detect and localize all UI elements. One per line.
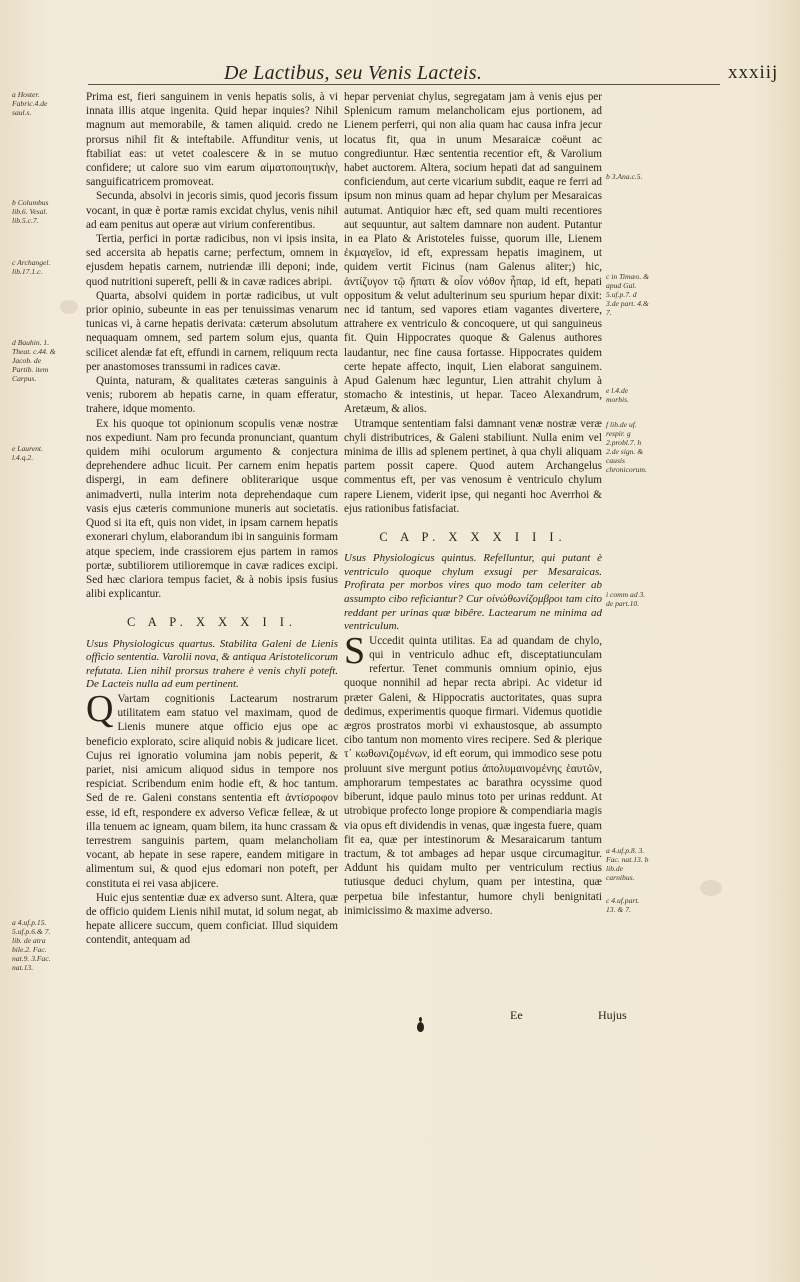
margin-note: a 4.uf.p.8. 3. Fac. nat.13. b lib.de carnibus. <box>606 846 649 882</box>
paragraph: hepar perveniat chylus, segregatam jam à venis ejus per Splenicum ramum melancholicam ejus portionem, ad Lienem perferri, qui non alia quam hac causa infra jecur locatus fit, qua in unum Mesaraicæ coëunt ac congrediuntur. Hæc sententia recentior eft, & Varolium habet auctorem. Altera, socium hepati dat ad sanguinem conficiendum, aut certe vicarium subdit, eaque re ferri ad ipsum non minus quam ad hepar chylum per Mesaraicas autumat. Antiquior hæc eft, sed quam multi recentiores aut sequuntur, aut saltem damnare non audent. Putantur in ea Plato & Aristoteles fuisse, quorum ille, Lienem ἐκμαγεῖον, id eft, expressam hepatis imaginem, ut quidem vertit Ficinus (nam Galenus aliter;) hic, ἀντίζυγον τῷ ἥπατι & οἷον νόθον ἧπαρ, id eft, hepati oppositum & velut adulterinum seu spurium hepar dixit: nec id tantum, sed vapores etiam vagantes divertere, attrahere ex ventriculo & concoquere, ut qui sanguineus fit. Quin Hippocrates quoque & Galenus authores laudantur, nec fine causa fortasse. Hippocrates quidem certe hepate affecto, inquit, Lien elaborat sanguinem. Apud Galenum hæc leguntur, Lien attrahit chylum à stomacho & intestinis, ut hepar. Taceo Alexandrum, Aretæum, & alios. <box>344 91 602 416</box>
chapter-heading: C A P. X X X I I I. <box>379 530 567 545</box>
margin-note: b Columbus lib.6. Vesal. lib.5.c.7. <box>12 198 49 225</box>
running-title: De Lactibus, seu Venis Lacteis. <box>224 62 483 84</box>
paragraph: Prima est, fieri sanguinem in venis hepatis solis, à vi innata illis atque ingenita. Quid hepar inquies? Nihil magnum aut memorabile, & tamen aliquid. credo ne prorsus nihil fit & inteftabile. Affunditur venis, ut ftabiliat eas: ut vetet coalescere & in se mutuo confidere; ut calore suo vim earum αἱματοποιητικὴν, sanguificatricem promoveat. <box>86 91 338 189</box>
margin-note: d Bauhin. 1. Theat. c.44. & Jacob. de Partib. item Carpus. <box>12 338 56 383</box>
paragraph: Huic ejus sententiæ duæ ex adverso sunt. Altera, quæ de officio quidem Lienis nihil mutat, id solum negat, ab hepate allicere succum, quem conficiat. Illud siquidem contendit, antequam ad <box>86 891 338 947</box>
margin-note: a Hoster. Fabric.4.de saul.s. <box>12 90 48 117</box>
margin-note: c Archangel. lib.17.1.c. <box>12 258 51 276</box>
left-column <box>86 90 338 948</box>
paragraph: Utramque sententiam falsi damnant venæ nostræ veræ chyli distributrices, & Galeni stabiliunt. Nulla enim vel minima de illis ad splenem pertinet, à qua chyli aliquam partem possit capere. Quod autem Archangelus commentus eft, per vas venosum è ventriculo chylum rapere Lienem, viderit ipse, qui neganti hoc Averrhoi & ejus rationibus fatisfaciat. <box>344 417 602 515</box>
margin-note: i comm ad 3. de part.10. <box>606 590 646 608</box>
drop-cap: S <box>344 629 366 672</box>
paragraph: Vartam cognitionis Lactearum nostrarum utilitatem eam statuo vel maximam, quod de Lienis munere atque officio ejus ope ac beneficio explorato, scire aliquid nobis & judicare licet. Cujus rei ignoratio volumina jam nobis peperit, & pariet, nisi amicum aliquod sidus in tempore nos respiciat. Scribendum enim hodie eft, & hoc tantum. Sed de re. Galeni constans sententia eft ἀντίσροφον esse, id eft, respondere ex adverso Veficæ felleæ, & ut illa tenuem ac igneam, quam bilem, ita hunc crassam & terrestrem sanguinis partem, quam melancholiam vocant, ab hepate in sese rapere, eandem mitigare in alimentum sui, & quod ejus edomari non poteft, per constituta ei rei vasa abjicere. <box>86 692 338 890</box>
chapter-summary: Usus Physiologicus quartus. Stabilita Galeni de Lienis officio sententia. Varolii nova, & antiqua Aristotelicorum refutata. Lien nihil prorsus trahere è venis chyli poteft. De Lacteis nulla ad eum pertinent. <box>86 637 338 691</box>
paragraph: Quinta, naturam, & qualitates cæteras sanguinis à venis; ruborem ab hepatis carne, in quam efferatur, trahere, idque momento. <box>86 375 338 416</box>
margin-note: c 4.uf.part. 13. & 7. <box>606 896 640 914</box>
chapter-summary: Usus Physiologicus quintus. Refelluntur, qui putant è ventriculo quoque chylum exsugi per Mesaraicas. Profirata per morbos vires quo modo tam celeriter ab assumpto cibo reficiantur? Cur οἰνώθωνίζομβροι tam cito reddant per urinas quæ bibêre. Lactearum ne minima ad ventriculum. <box>344 552 602 633</box>
margin-note: c in Timæo. & apud Gal. 5.uf.p.7. d 3.de part. 4.& 7. <box>606 272 650 317</box>
chapter-body <box>344 629 602 918</box>
margin-note: f lib.de uf. respir. g 2.probl.7. h 2.de sign. & causis chronicorum. <box>606 420 647 474</box>
page-number: xxxiij <box>728 62 779 83</box>
chapter-heading: C A P. X X X I I. <box>126 615 298 630</box>
drop-cap: Q <box>86 687 114 730</box>
chapter-body <box>86 687 338 891</box>
paragraph: Quarta, absolvi quidem in portæ radicibus, ut vult prior opinio, subeunte in eas per tenuissimas venarum tunicas vi, à carne hepatis derivata: cæterum absolutum nequaquam omnem, sed partem solum ejus, quanta scilicet alendæ fat eft, effundi in carnem, reliquum recta per anastomoses transsumi in radices cavæ. <box>86 289 338 373</box>
paragraph: Ex his quoque tot opinionum scopulis venæ nostræ nos expediunt. Nam pro fecunda pronunciant, quantum quidem mihi oculorum argumento & conjectura deprehendere adhuc licuit. Per carnem enim hepatis dispergi, in eam definere obliterarique usque animadverti, nulla interim nota deprehendaque cum vasis ejus cæteris communione muneris aut societatis. Quod si ita eft, quis non videt, in ipsam carnem hepatis exonerari chylum, elaborandum ibi in sanguinis formam atque speciem, inde crassiorem ejus partem in ramos portæ, subtiliorem utilioremque in cavæ radices excipi. Sed hæc clariora tempus faciet, & à nobis ipsis fusius alibi explicantur. <box>86 417 338 601</box>
margin-note: e l.4.de morbis. <box>606 386 629 404</box>
paper-stain <box>700 880 722 896</box>
catchword: Hujus <box>598 1008 627 1022</box>
header-rule <box>88 84 720 85</box>
signature-mark: Ee <box>510 1008 523 1022</box>
paper-stain <box>60 300 78 314</box>
margin-note: b 3.Ana.c.5. <box>606 172 643 181</box>
paragraph: Uccedit quinta utilitas. Ea ad quandam de chylo, qui in ventriculo adhuc eft, disceptatiunculam refertur. Tenet communis omnium opinio, ejus quoque nonnihil ad hepar recta abripi. Ac videtur id præter Galeni, & Hippocratis auctoritates, quas supra dedimus, experimentis quoque firmari. Videmus quotidie ægros prostratos morbi vi exhaustosque, ab assumpto cibo tantum non momento vires recipere. Sed & plerique τ᾽ κωθωνιζομένων, id eft eorum, qui immodico sese potu proluunt sive mergunt potius ἀπολυμαινομένης ἑαυτῶν, amphorarum tempestates ac barathra ocyssime quod biberunt, idque paulo minus toto per urinas reddunt. At utrobique profecto longe propiore & compendiaria magis via opus eft dividendis in venas, quæ ingesta fuere, quam fit ea, quæ per intestinorum & Mesaraicarum tantum tractum, & tot ambages ad hepar usque circumagitur. Addunt his quidam multo per ventriculum rectius tutiusque deduci chylum, quam per intestina, quæ perpetua bile infestantur, humore chyli benignitati inimicissimo & maxime adverso. <box>344 634 602 917</box>
margin-note: a 4.uf.p.15. 5.uf.p.6.& 7. lib. de atra bile.2. Fac. nat.9. 3.Fac. nat.13. <box>12 918 51 972</box>
right-column <box>344 90 602 918</box>
paragraph: Tertia, perfici in portæ radicibus, non vi ipsis insita, sed accersita ab hepatis carne; perfectum, omnem in ejusdem hepatis carnem, nutriendæ illi deponi; inde, quod nutritioni supereft, pelli & in cavæ radices abripi. <box>86 233 338 288</box>
paragraph: Secunda, absolvi in jecoris simis, quod jecoris fissum vocant, in quæ è portæ ramis excidat chylus, venis nihil ad eam penitus aut operæ aut virium conferentibus. <box>86 190 338 231</box>
margin-note: e Laurent. l.4.q.2. <box>12 444 43 462</box>
ornament-icon <box>417 1022 424 1032</box>
